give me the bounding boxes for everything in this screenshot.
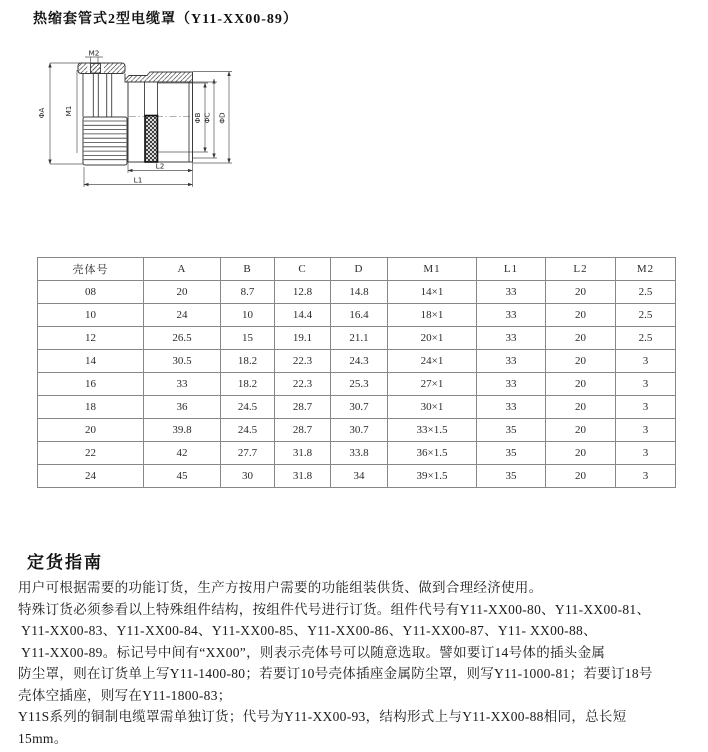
- table-cell: 35: [477, 442, 546, 465]
- table-cell: 33: [477, 373, 546, 396]
- table-cell: 20: [546, 419, 616, 442]
- table-cell: 31.8: [275, 442, 331, 465]
- table-cell: 20: [546, 373, 616, 396]
- table-cell: 24.3: [331, 350, 388, 373]
- table-cell: 30.5: [144, 350, 221, 373]
- table-cell: 18: [38, 396, 144, 419]
- table-row: [38, 442, 676, 465]
- column-header: M1: [388, 258, 477, 281]
- table-cell: 33: [477, 304, 546, 327]
- table-cell: 22: [38, 442, 144, 465]
- column-header: D: [331, 258, 388, 281]
- table-cell: 39×1.5: [388, 465, 477, 488]
- table-cell: 8.7: [221, 281, 275, 304]
- table-cell: 26.5: [144, 327, 221, 350]
- table-cell: 33×1.5: [388, 419, 477, 442]
- table-cell: 20: [546, 396, 616, 419]
- guide-line: 15mm。: [18, 730, 68, 746]
- column-header: C: [275, 258, 331, 281]
- table-cell: 24.5: [221, 419, 275, 442]
- table-row: [38, 373, 676, 396]
- table-cell: 33: [477, 281, 546, 304]
- table-cell: 12: [38, 327, 144, 350]
- guide-line: 用户可根据需要的功能订货，生产方按用户需要的功能组装供货、做到合理经济使用。: [18, 580, 543, 595]
- table-cell: 16: [38, 373, 144, 396]
- table-row: [38, 419, 676, 442]
- table-cell: 3: [616, 396, 676, 419]
- table-cell: 18.2: [221, 350, 275, 373]
- table-cell: 35: [477, 419, 546, 442]
- table-cell: 30.7: [331, 396, 388, 419]
- table-cell: 3: [616, 373, 676, 396]
- table-cell: 34: [331, 465, 388, 488]
- table-cell: 24: [38, 465, 144, 488]
- table-cell: 24: [144, 304, 221, 327]
- table-cell: 10: [38, 304, 144, 327]
- dim-label-phi-b: ΦB: [193, 112, 202, 124]
- table-row: [38, 327, 676, 350]
- table-cell: 22.3: [275, 350, 331, 373]
- table-cell: 3: [616, 419, 676, 442]
- guide-line: 特殊订货必须参看以上特殊组件结构，按组件代号进行订货。组件代号有Y11-XX00-80、Y11-XX00-81、: [18, 601, 651, 617]
- table-cell: 33: [477, 396, 546, 419]
- guide-line: 壳体空插座，则写在Y11-1800-83；: [18, 687, 232, 703]
- table-cell: 28.7: [275, 419, 331, 442]
- dim-label-phi-d: ΦD: [217, 112, 227, 124]
- table-cell: 20: [144, 281, 221, 304]
- table-cell: 33: [477, 350, 546, 373]
- table-cell: 30.7: [331, 419, 388, 442]
- table-cell: 33.8: [331, 442, 388, 465]
- table-cell: 20: [546, 350, 616, 373]
- table-cell: 42: [144, 442, 221, 465]
- dim-label-m1: M1: [64, 105, 73, 117]
- technical-drawing: [25, 48, 255, 213]
- column-header: B: [221, 258, 275, 281]
- guide-line: Y11-XX00-89。标记号中间有“XX00”，则表示壳体号可以随意选取。譬如要订14号体的插头金属: [18, 644, 606, 660]
- table-cell: 14.4: [275, 304, 331, 327]
- table-cell: 18.2: [221, 373, 275, 396]
- table-cell: 19.1: [275, 327, 331, 350]
- table-cell: 30: [221, 465, 275, 488]
- table-row: [38, 465, 676, 488]
- table-cell: 20: [546, 442, 616, 465]
- spec-table-wrap: [37, 257, 676, 488]
- column-header: 壳体号: [38, 258, 144, 281]
- cable-cover-body: [78, 63, 193, 165]
- table-cell: 20: [38, 419, 144, 442]
- table-cell: 45: [144, 465, 221, 488]
- spec-table-body: [38, 281, 676, 488]
- table-row: [38, 396, 676, 419]
- table-cell: 3: [616, 442, 676, 465]
- table-cell: 20: [546, 304, 616, 327]
- column-header: L2: [546, 258, 616, 281]
- table-cell: 12.8: [275, 281, 331, 304]
- table-row: [38, 281, 676, 304]
- table-cell: 08: [38, 281, 144, 304]
- table-cell: 24×1: [388, 350, 477, 373]
- table-cell: 20: [546, 327, 616, 350]
- column-header: M2: [616, 258, 676, 281]
- column-header: A: [144, 258, 221, 281]
- table-cell: 3: [616, 465, 676, 488]
- table-cell: 33: [144, 373, 221, 396]
- table-cell: 22.3: [275, 373, 331, 396]
- table-cell: 15: [221, 327, 275, 350]
- table-cell: 35: [477, 465, 546, 488]
- page-title: 热缩套管式2型电缆罩（Y11-XX00-89）: [33, 12, 298, 27]
- dim-label-l1: L1: [133, 175, 143, 185]
- table-cell: 20×1: [388, 327, 477, 350]
- table-cell: 24.5: [221, 396, 275, 419]
- table-cell: 28.7: [275, 396, 331, 419]
- dim-label-phi-a: ΦA: [37, 107, 46, 119]
- table-cell: 36×1.5: [388, 442, 477, 465]
- dim-label-m2: M2: [88, 48, 100, 58]
- table-row: [38, 350, 676, 373]
- table-cell: 20: [546, 465, 616, 488]
- table-cell: 18×1: [388, 304, 477, 327]
- table-cell: 2.5: [616, 281, 676, 304]
- table-cell: 25.3: [331, 373, 388, 396]
- table-cell: 10: [221, 304, 275, 327]
- table-cell: 3: [616, 350, 676, 373]
- dim-label-l2: L2: [155, 161, 165, 171]
- table-cell: 14.8: [331, 281, 388, 304]
- guide-line: Y11S系列的铜制电缆罩需单独订货；代号为Y11-XX00-93，结构形式上与Y11-XX00-88相同，总长短: [18, 709, 627, 724]
- table-cell: 14×1: [388, 281, 477, 304]
- table-cell: 30×1: [388, 396, 477, 419]
- dim-label-phi-c: ΦC: [202, 112, 212, 124]
- table-cell: 21.1: [331, 327, 388, 350]
- table-row: [38, 304, 676, 327]
- table-cell: 2.5: [616, 327, 676, 350]
- table-cell: 39.8: [144, 419, 221, 442]
- guide-text: [18, 577, 703, 749]
- table-cell: 20: [546, 281, 616, 304]
- table-cell: 27×1: [388, 373, 477, 396]
- table-cell: 2.5: [616, 304, 676, 327]
- table-cell: 36: [144, 396, 221, 419]
- guide-line: 防尘罩，则在订货单上写Y11-1400-80；若要订10号壳体插座金属防尘罩，则写Y11-1000-81；若要订18号: [18, 666, 653, 681]
- column-header: L1: [477, 258, 546, 281]
- table-cell: 14: [38, 350, 144, 373]
- table-cell: 27.7: [221, 442, 275, 465]
- spec-table: [37, 257, 676, 488]
- table-cell: 31.8: [275, 465, 331, 488]
- guide-heading: 定货指南: [27, 553, 103, 572]
- table-cell: 16.4: [331, 304, 388, 327]
- table-cell: 33: [477, 327, 546, 350]
- spec-table-head-row: [38, 258, 676, 281]
- guide-line: Y11-XX00-83、Y11-XX00-84、Y11-XX00-85、Y11-XX00-86、Y11-XX00-87、Y11- XX00-88、: [18, 623, 597, 638]
